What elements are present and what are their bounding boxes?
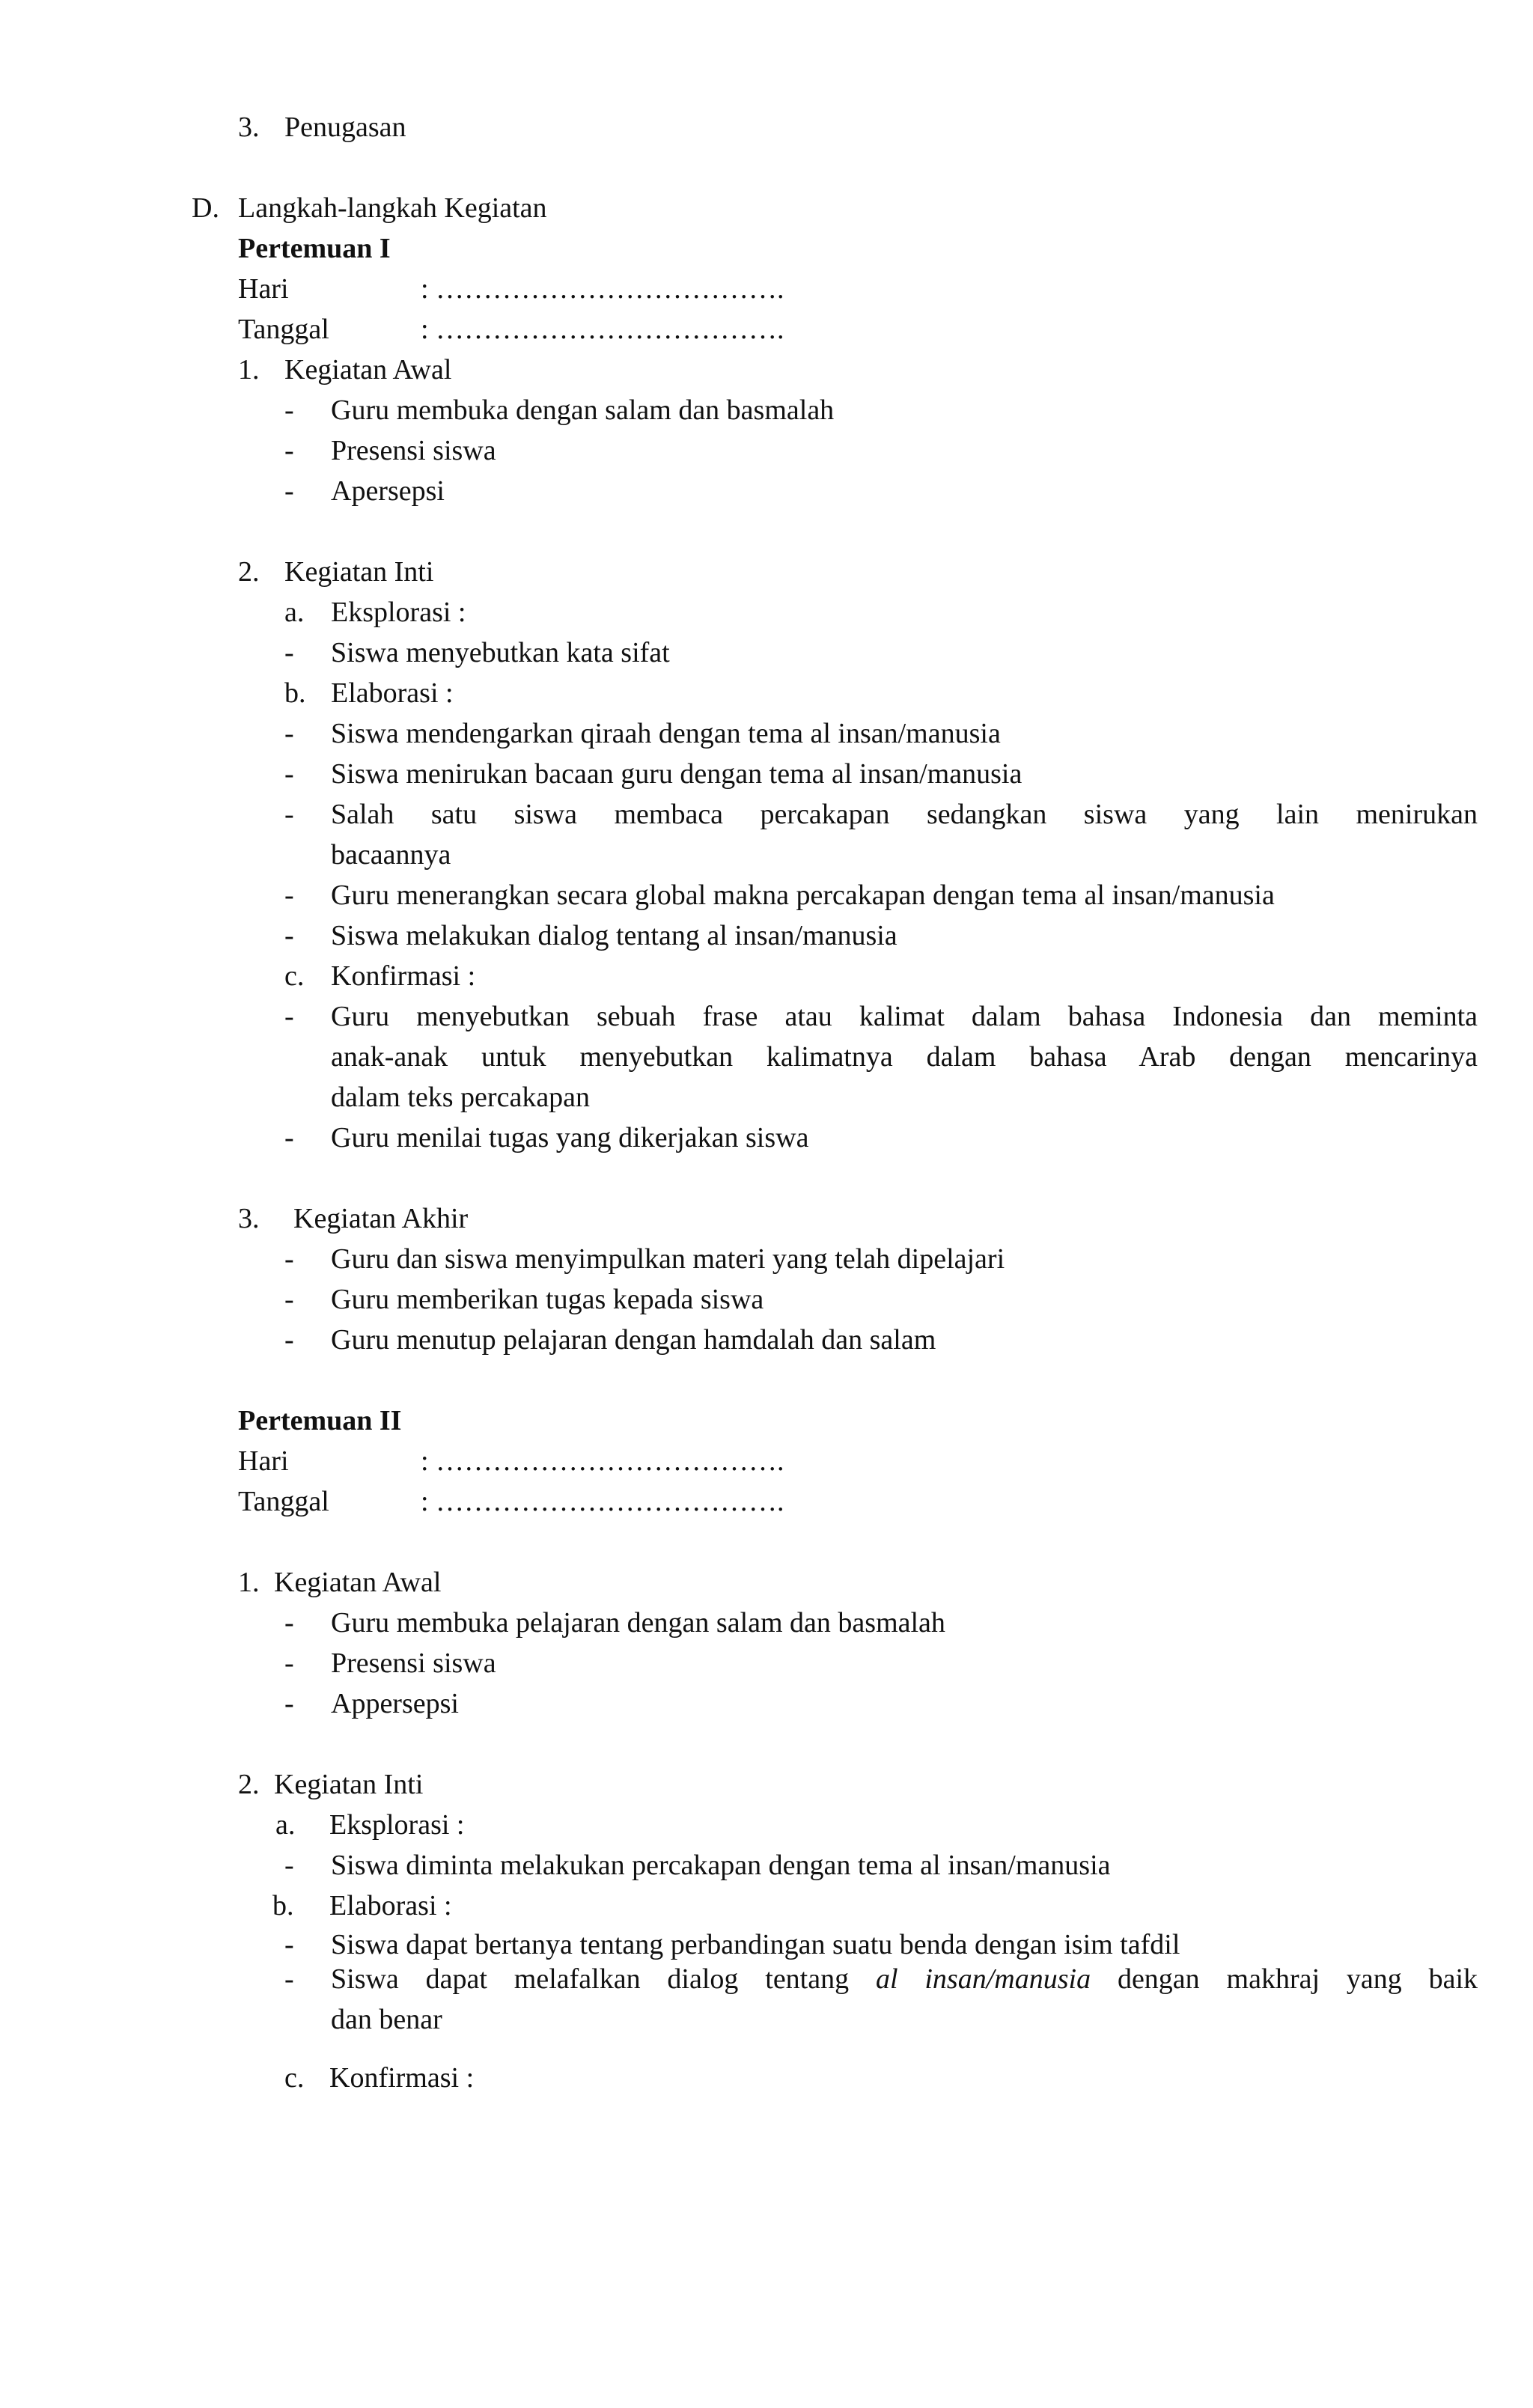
- bullet-dash: -: [284, 1122, 294, 1153]
- list-item-justified: anak-anak untuk menyebutkan kalimatnya dalam bahasa Arab dengan mencarinya: [331, 1041, 1478, 1073]
- sub-letter: b.: [272, 1890, 294, 1921]
- bullet-dash: -: [284, 920, 294, 951]
- sub-label: Eksplorasi :: [329, 1809, 465, 1841]
- list-item-text: Penugasan: [284, 112, 406, 143]
- list-number: 1.: [238, 354, 260, 385]
- section-letter: D.: [192, 192, 219, 224]
- subsection-title: Kegiatan Inti: [274, 1769, 424, 1800]
- tanggal-dots: : ……………………………….: [421, 314, 784, 345]
- list-item: Guru menutup pelajaran dengan hamdalah dan salam: [331, 1324, 936, 1356]
- sub-label: Konfirmasi :: [331, 960, 476, 992]
- list-item-justified: Guru menyebutkan sebuah frase atau kalimat dalam bahasa Indonesia dan meminta: [331, 1001, 1478, 1032]
- tanggal-label: Tanggal: [238, 314, 329, 345]
- bullet-dash: -: [284, 1001, 294, 1032]
- bullet-dash: -: [284, 1688, 294, 1719]
- hari-dots: : ……………………………….: [421, 273, 784, 305]
- list-item-continuation: dalam teks percakapan: [331, 1082, 591, 1113]
- sub-letter: a.: [284, 597, 305, 628]
- list-item: Siswa diminta melakukan percakapan dengan tema al insan/manusia: [331, 1850, 1111, 1881]
- list-number: 2.: [238, 556, 260, 588]
- bullet-dash: -: [284, 799, 294, 830]
- sub-letter: a.: [275, 1809, 296, 1841]
- bullet-dash: -: [284, 1963, 294, 1995]
- section-title: Langkah-langkah Kegiatan: [238, 192, 547, 224]
- bullet-dash: -: [284, 1284, 294, 1315]
- list-item: Guru dan siswa menyimpulkan materi yang telah dipelajari: [331, 1243, 1005, 1275]
- hari-label: Hari: [238, 273, 289, 305]
- bullet-dash: -: [284, 394, 294, 426]
- list-item: Siswa menyebutkan kata sifat: [331, 637, 670, 668]
- bullet-dash: -: [284, 1648, 294, 1679]
- list-number: 3.: [238, 1203, 260, 1234]
- list-item: Apersepsi: [331, 475, 445, 507]
- bullet-dash: -: [284, 637, 294, 668]
- list-item: Siswa melakukan dialog tentang al insan/manusia: [331, 920, 897, 951]
- meeting-title: Pertemuan II: [238, 1405, 402, 1436]
- bullet-dash: -: [284, 1324, 294, 1356]
- tanggal-label: Tanggal: [238, 1486, 329, 1517]
- bullet-dash: -: [284, 718, 294, 749]
- bullet-dash: -: [284, 880, 294, 911]
- list-item: Guru memberikan tugas kepada siswa: [331, 1284, 764, 1315]
- list-item-justified: [331, 1961, 1478, 1997]
- list-item-justified: Salah satu siswa membaca percakapan sedangkan siswa yang lain menirukan: [331, 799, 1478, 830]
- sub-letter: c.: [284, 960, 305, 992]
- bullet-dash: -: [284, 475, 294, 507]
- sub-label: Elaborasi :: [329, 1890, 452, 1921]
- sub-label: Eksplorasi :: [331, 597, 466, 628]
- subsection-title: Kegiatan Awal: [274, 1567, 442, 1598]
- list-item: Guru menilai tugas yang dikerjakan siswa: [331, 1122, 809, 1153]
- list-item-continuation: dan benar: [331, 2004, 442, 2035]
- hari-label: Hari: [238, 1445, 289, 1477]
- bullet-dash: -: [284, 435, 294, 466]
- list-item: Guru menerangkan secara global makna percakapan dengan tema al insan/manusia: [331, 880, 1275, 911]
- list-item: Guru membuka dengan salam dan basmalah: [331, 394, 835, 426]
- list-number: 2.: [238, 1769, 260, 1800]
- bullet-dash: -: [284, 758, 294, 790]
- bullet-dash: -: [284, 1850, 294, 1881]
- list-item-continuation: bacaannya: [331, 839, 451, 871]
- list-item: Guru membuka pelajaran dengan salam dan basmalah: [331, 1607, 945, 1639]
- bullet-dash: -: [284, 1243, 294, 1275]
- subsection-title: Kegiatan Awal: [284, 354, 452, 385]
- list-item: Siswa menirukan bacaan guru dengan tema al insan/manusia: [331, 758, 1022, 790]
- sub-label: Konfirmasi :: [329, 2062, 475, 2094]
- sub-letter: c.: [284, 2062, 305, 2094]
- sub-label: Elaborasi :: [331, 677, 454, 709]
- list-number: 1.: [238, 1567, 260, 1598]
- list-number: 3.: [238, 112, 260, 143]
- subsection-title: Kegiatan Akhir: [293, 1203, 469, 1234]
- bullet-dash: -: [284, 1929, 294, 1960]
- list-item: Presensi siswa: [331, 435, 496, 466]
- item-text-italic: al insan/manusia: [875, 1963, 1091, 1995]
- meeting-title: Pertemuan I: [238, 233, 391, 264]
- list-item: Siswa mendengarkan qiraah dengan tema al insan/manusia: [331, 718, 1001, 749]
- list-item: Presensi siswa: [331, 1648, 496, 1679]
- list-item: Appersepsi: [331, 1688, 459, 1719]
- list-item: Siswa dapat bertanya tentang perbandingan suatu benda dengan isim tafdil: [331, 1929, 1180, 1960]
- bullet-dash: -: [284, 1607, 294, 1639]
- item-text: Siswa dapat melafalkan dialog tentang: [331, 1963, 850, 1995]
- tanggal-dots: : ……………………………….: [421, 1486, 784, 1517]
- subsection-title: Kegiatan Inti: [284, 556, 434, 588]
- item-text: dengan makhraj yang baik: [1117, 1963, 1478, 1995]
- sub-letter: b.: [284, 677, 306, 709]
- hari-dots: : ……………………………….: [421, 1445, 784, 1477]
